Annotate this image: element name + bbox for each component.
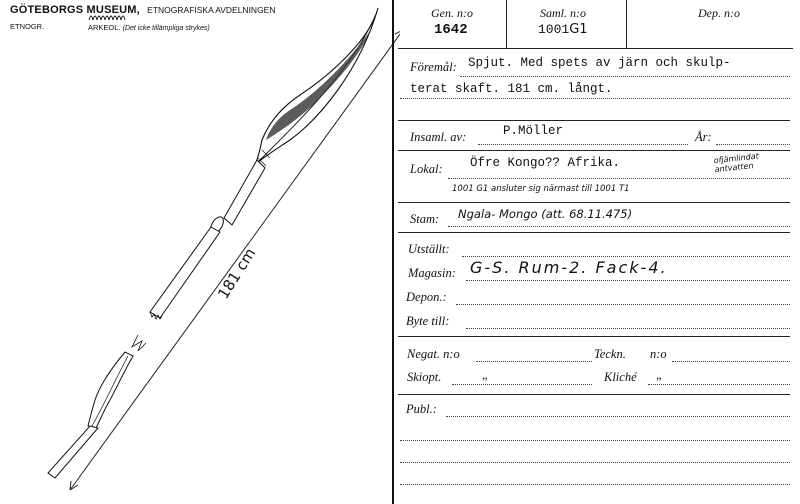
- ar-label: År:: [695, 130, 712, 144]
- lokal-label: Lokal:: [410, 162, 443, 176]
- gen-cell: [398, 0, 507, 48]
- skiopt-label: Skiopt.: [407, 370, 442, 384]
- publ-dots-4: [400, 484, 790, 485]
- kliche-mark: „: [656, 368, 663, 382]
- utstallt-label: Utställt:: [408, 242, 450, 256]
- utstallt-dots: [462, 256, 790, 257]
- rule-6: [398, 394, 790, 395]
- department-name: ETNOGRAFISKA AVDELNINGEN: [147, 5, 276, 15]
- stam-value: Ngala- Mongo (att. 68.11.475): [458, 207, 633, 221]
- magasin-value: G-S. Rum-2. Fack-4.: [470, 258, 668, 277]
- foremal-line1: Spjut. Med spets av järn och skulp-: [468, 56, 731, 70]
- rule-4: [398, 232, 790, 233]
- spear-butt-fragment: [48, 335, 146, 478]
- byte-dots: [466, 328, 790, 329]
- publ-dots-2: [400, 440, 790, 441]
- depon-dots: [456, 304, 790, 305]
- card-edge: [392, 0, 394, 504]
- foremal-label: Föremål:: [410, 60, 457, 74]
- depon-label: Depon.:: [406, 290, 447, 304]
- lokal-margin-note: ofjämlindat antvatten: [713, 151, 760, 175]
- saml-cell: [506, 0, 627, 48]
- rule-3: [398, 202, 790, 203]
- length-annotation: 181 cm: [214, 244, 260, 303]
- foremal-line2: terat skaft. 181 cm. långt.: [410, 82, 613, 96]
- kliche-label: Kliché: [604, 370, 637, 384]
- saml-value-typed: 1001: [538, 22, 570, 37]
- gen-label: Gen. n:o: [431, 6, 473, 20]
- stam-label: Stam:: [410, 212, 440, 226]
- foremal-dots-1: [460, 76, 790, 77]
- rule-2: [398, 150, 790, 151]
- arkeol-label: ARKEOL.: [88, 23, 121, 32]
- foremal-dots-2: [400, 98, 790, 99]
- lokal-value: Öfre Kongo?? Afrika.: [470, 156, 621, 170]
- magasin-dots: [466, 280, 790, 281]
- gen-value: 1642: [434, 22, 468, 38]
- byte-label: Byte till:: [406, 314, 450, 328]
- insaml-label: Insaml. av:: [410, 130, 467, 144]
- stam-dots: [448, 226, 790, 227]
- etnogr-label: ETNOGR.: [10, 22, 45, 31]
- negat-dots: [476, 361, 592, 362]
- museum-name: GÖTEBORGS MUSEUM,: [10, 4, 140, 16]
- rule-5: [398, 336, 790, 337]
- arkeol-note: (Det icke tillämpliga strykes): [122, 25, 210, 32]
- spear-blade: [255, 8, 378, 165]
- lokal-note2: 1001 G1 ansluter sig närmast till 1001 T1: [452, 184, 630, 194]
- publ-dots-3: [400, 462, 790, 463]
- card-header-row: [398, 0, 793, 49]
- ar-dots: [716, 144, 790, 145]
- skiopt-dots: [452, 384, 592, 385]
- saml-label: Saml. n:o: [540, 6, 586, 20]
- magasin-label: Magasin:: [408, 266, 456, 280]
- rule-1: [398, 120, 790, 121]
- saml-value: [538, 22, 588, 37]
- teckn-dots: [672, 361, 790, 362]
- teckn-label: Teckn.: [594, 347, 626, 361]
- insaml-dots: [478, 144, 688, 145]
- skiopt-mark: „: [482, 368, 489, 382]
- negat-label: Negat. n:o: [407, 347, 460, 361]
- dep-label: Dep. n:o: [698, 6, 740, 20]
- insaml-value: P.Möller: [503, 124, 564, 138]
- kliche-dots: [648, 384, 790, 385]
- teckn-no: n:o: [650, 347, 667, 361]
- publ-label: Publ.:: [406, 402, 437, 416]
- spear-shaft: [150, 150, 270, 319]
- publ-dots-1: [446, 416, 790, 417]
- saml-value-hand: G1: [569, 22, 588, 37]
- lokal-dots: [448, 178, 790, 179]
